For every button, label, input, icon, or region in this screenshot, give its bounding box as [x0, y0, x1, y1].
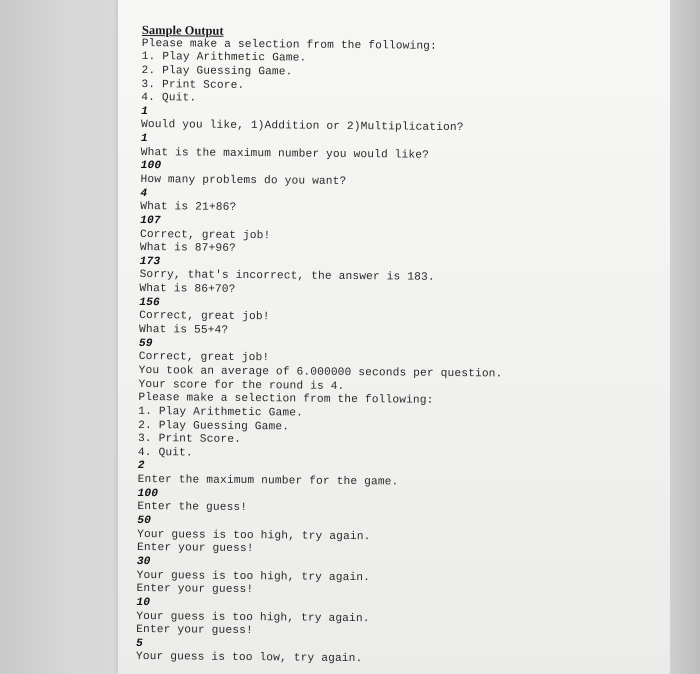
user-input-line: 10	[136, 596, 151, 609]
program-output-line: 3. Print Score.	[137, 433, 242, 447]
program-output-line: 1. Play Arithmetic Game.	[138, 405, 304, 420]
program-output-line: What is 55+4?	[139, 324, 229, 337]
program-output-line: Correct, great job!	[138, 351, 270, 365]
program-output-line: Enter the maximum number for the game.	[137, 474, 399, 489]
program-output-line: You took an average of 6.000000 seconds per question.	[138, 364, 503, 381]
user-input-line: 156	[139, 296, 160, 309]
program-output-line: Your guess is too high, try again.	[136, 569, 371, 584]
program-output-line: Correct, great job!	[139, 310, 270, 324]
program-output-line: Enter the guess!	[137, 501, 248, 515]
user-input-line: 173	[139, 255, 161, 269]
program-output-line: How many problems do you want?	[140, 173, 347, 188]
user-input-line: 1	[141, 105, 149, 118]
program-output-line: What is 86+70?	[139, 283, 236, 297]
user-input-line: 100	[137, 487, 159, 500]
program-output-line: 1. Play Arithmetic Game.	[141, 51, 307, 65]
program-output-line: Enter your guess!	[136, 542, 254, 556]
program-output-line: 3. Print Score.	[141, 78, 245, 92]
program-output-line: Please make a selection from the following:	[141, 37, 437, 53]
program-output-line: Your guess is too low, try again.	[135, 651, 363, 666]
program-output-line: Would you like, 1)Addition or 2)Multiplication?	[140, 119, 464, 135]
user-input-line: 30	[136, 555, 151, 569]
user-input-line: 1	[140, 133, 148, 146]
user-input-line: 4	[140, 187, 148, 200]
program-output-line: Enter your guess!	[136, 583, 254, 597]
section-heading: Sample Output	[141, 23, 224, 38]
program-output-line: Please make a selection from the following:	[138, 392, 434, 408]
user-input-line: 59	[138, 337, 153, 350]
program-output-line: 4. Quit.	[137, 446, 193, 460]
program-output-line: Sorry, that's incorrect, the answer is 183.	[139, 269, 435, 285]
sample-output-block	[136, 24, 662, 670]
user-input-line: 107	[140, 214, 161, 228]
program-output-line: Your guess is too high, try again.	[136, 610, 370, 625]
program-output-line: What is 87+96?	[139, 242, 236, 256]
program-output-line: Your score for the round is 4.	[138, 378, 345, 393]
program-output-line: Enter your guess!	[136, 624, 253, 638]
program-output-line: 2. Play Guessing Game.	[138, 419, 290, 433]
console-transcript	[136, 38, 662, 670]
program-output-line: What is 21+86?	[140, 201, 237, 215]
program-output-line: Correct, great job!	[139, 228, 271, 242]
program-output-line: Your guess is too high, try again.	[137, 528, 371, 543]
program-output-line: What is the maximum number you would like?	[140, 146, 430, 162]
user-input-line: 50	[137, 514, 152, 528]
program-output-line: 2. Play Guessing Game.	[141, 64, 293, 79]
user-input-line: 100	[140, 160, 162, 173]
user-input-line: 5	[135, 637, 143, 650]
page-edge	[670, 0, 700, 674]
program-output-line: 4. Quit.	[141, 92, 197, 105]
user-input-line: 2	[137, 460, 145, 473]
